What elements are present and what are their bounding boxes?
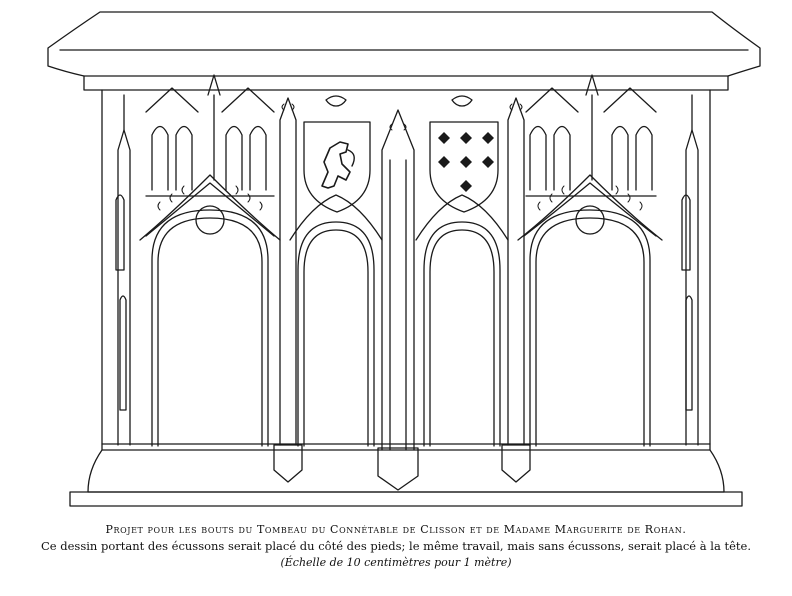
caption-description: Ce dessin portant des écussons serait placé du côté des pieds; le même travail, mais sans écussons, serait placé à la tête. — [41, 539, 751, 553]
caption-scale: (Échelle de 10 centimètres pour 1 mètre) — [280, 556, 512, 569]
lozenges-shield — [430, 96, 498, 212]
lion-rampant-shield — [304, 96, 370, 212]
pinnacles — [116, 75, 698, 490]
plate-caption — [0, 522, 792, 571]
caption-title: Projet pour les bouts du Tombeau du Connétable de Clisson et de Madame Marguerite de Rohan. — [105, 523, 687, 536]
top-slab — [48, 12, 760, 90]
tomb-base — [70, 450, 742, 506]
gothic-gables — [140, 175, 662, 240]
arch-openings — [152, 210, 650, 446]
upper-tracery — [146, 88, 656, 196]
